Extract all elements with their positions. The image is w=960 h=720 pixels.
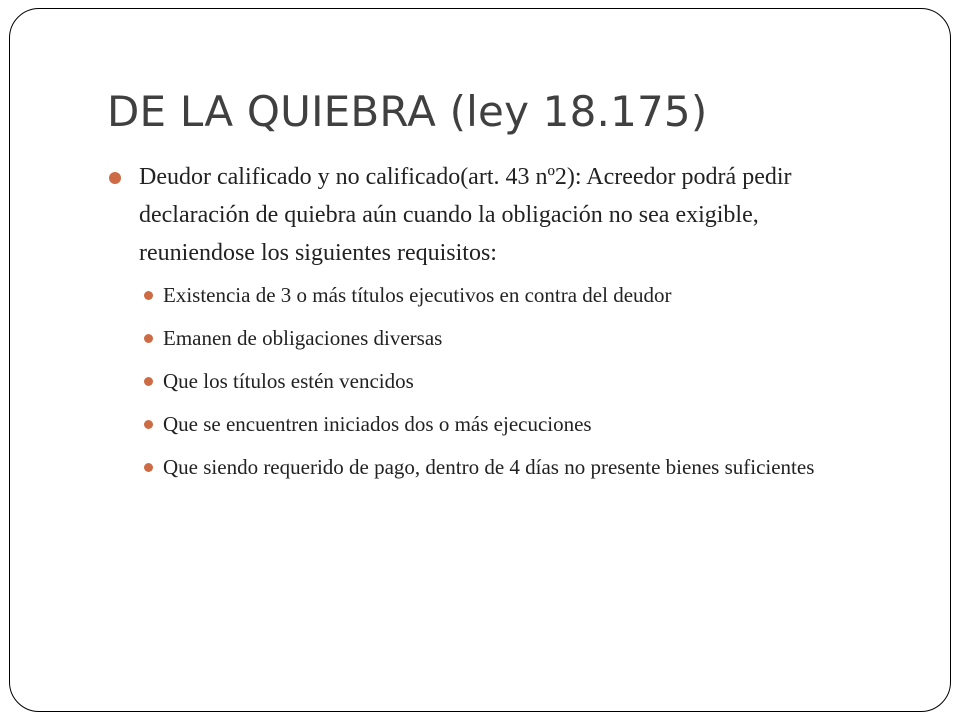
list-item-text: Que los títulos estén vencidos — [163, 369, 414, 393]
slide-title: DE LA QUIEBRA (ley 18.175) — [107, 87, 708, 136]
bullet-dot-icon — [144, 291, 153, 300]
requirements-list — [107, 280, 877, 482]
list-item-text: Que siendo requerido de pago, dentro de 4 días no presente bienes suficientes — [163, 455, 815, 479]
bullet-dot-icon — [144, 377, 153, 386]
bullet-dot-icon — [144, 420, 153, 429]
slide-content — [107, 158, 877, 495]
bullet-dot-icon — [109, 172, 121, 184]
list-item — [107, 366, 877, 396]
list-item — [107, 452, 877, 482]
list-item — [107, 409, 877, 439]
list-item — [107, 280, 877, 310]
list-item-text: Existencia de 3 o más títulos ejecutivos en contra del deudor — [163, 283, 672, 307]
list-item-text: Que se encuentren iniciados dos o más ejecuciones — [163, 412, 592, 436]
list-item — [107, 323, 877, 353]
bullet-dot-icon — [144, 463, 153, 472]
bullet-dot-icon — [144, 334, 153, 343]
list-item-text: Emanen de obligaciones diversas — [163, 326, 443, 350]
main-bullet — [107, 158, 877, 272]
main-bullet-text: Deudor calificado y no calificado(art. 43 nº2): Acreedor podrá pedir declaración de quiebra aún cuando la obligación no sea exigible, reuniendose los siguientes requisitos: — [139, 164, 792, 266]
